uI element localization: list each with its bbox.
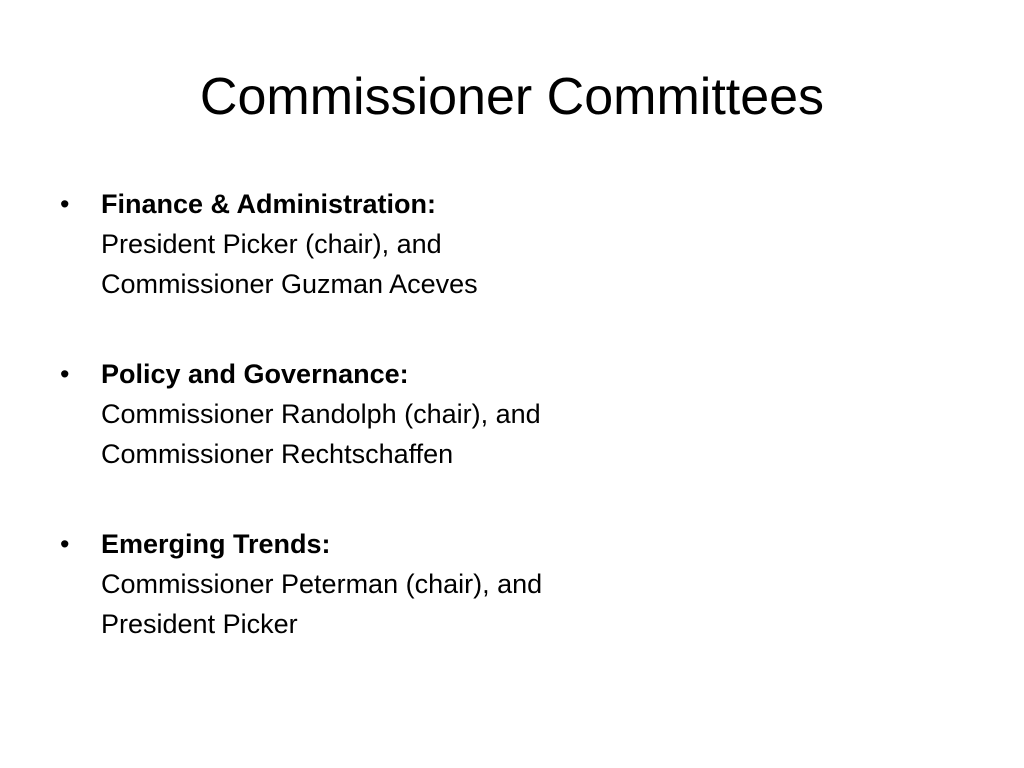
committee-heading: Policy and Governance:	[101, 359, 409, 389]
committee-member-line: Commissioner Randolph (chair), and	[101, 399, 541, 429]
committee-member-line: President Picker (chair), and	[101, 229, 442, 259]
committee-list	[60, 184, 960, 694]
committee-member-line: Commissioner Rechtschaffen	[101, 439, 454, 469]
bullet-icon: •	[60, 189, 70, 219]
committee-heading: Emerging Trends:	[101, 529, 331, 559]
committee-item-emerging-trends	[60, 524, 960, 644]
committee-heading: Finance & Administration:	[101, 189, 437, 219]
bullet-icon: •	[60, 529, 70, 559]
committee-item-finance	[60, 184, 960, 304]
committee-item-policy	[60, 354, 960, 474]
committee-member-line: Commissioner Peterman (chair), and	[101, 569, 543, 599]
committee-member-line: Commissioner Guzman Aceves	[101, 269, 478, 299]
bullet-icon: •	[60, 359, 70, 389]
slide-title: Commissioner Committees	[199, 68, 825, 126]
committee-member-line: President Picker	[101, 609, 298, 639]
